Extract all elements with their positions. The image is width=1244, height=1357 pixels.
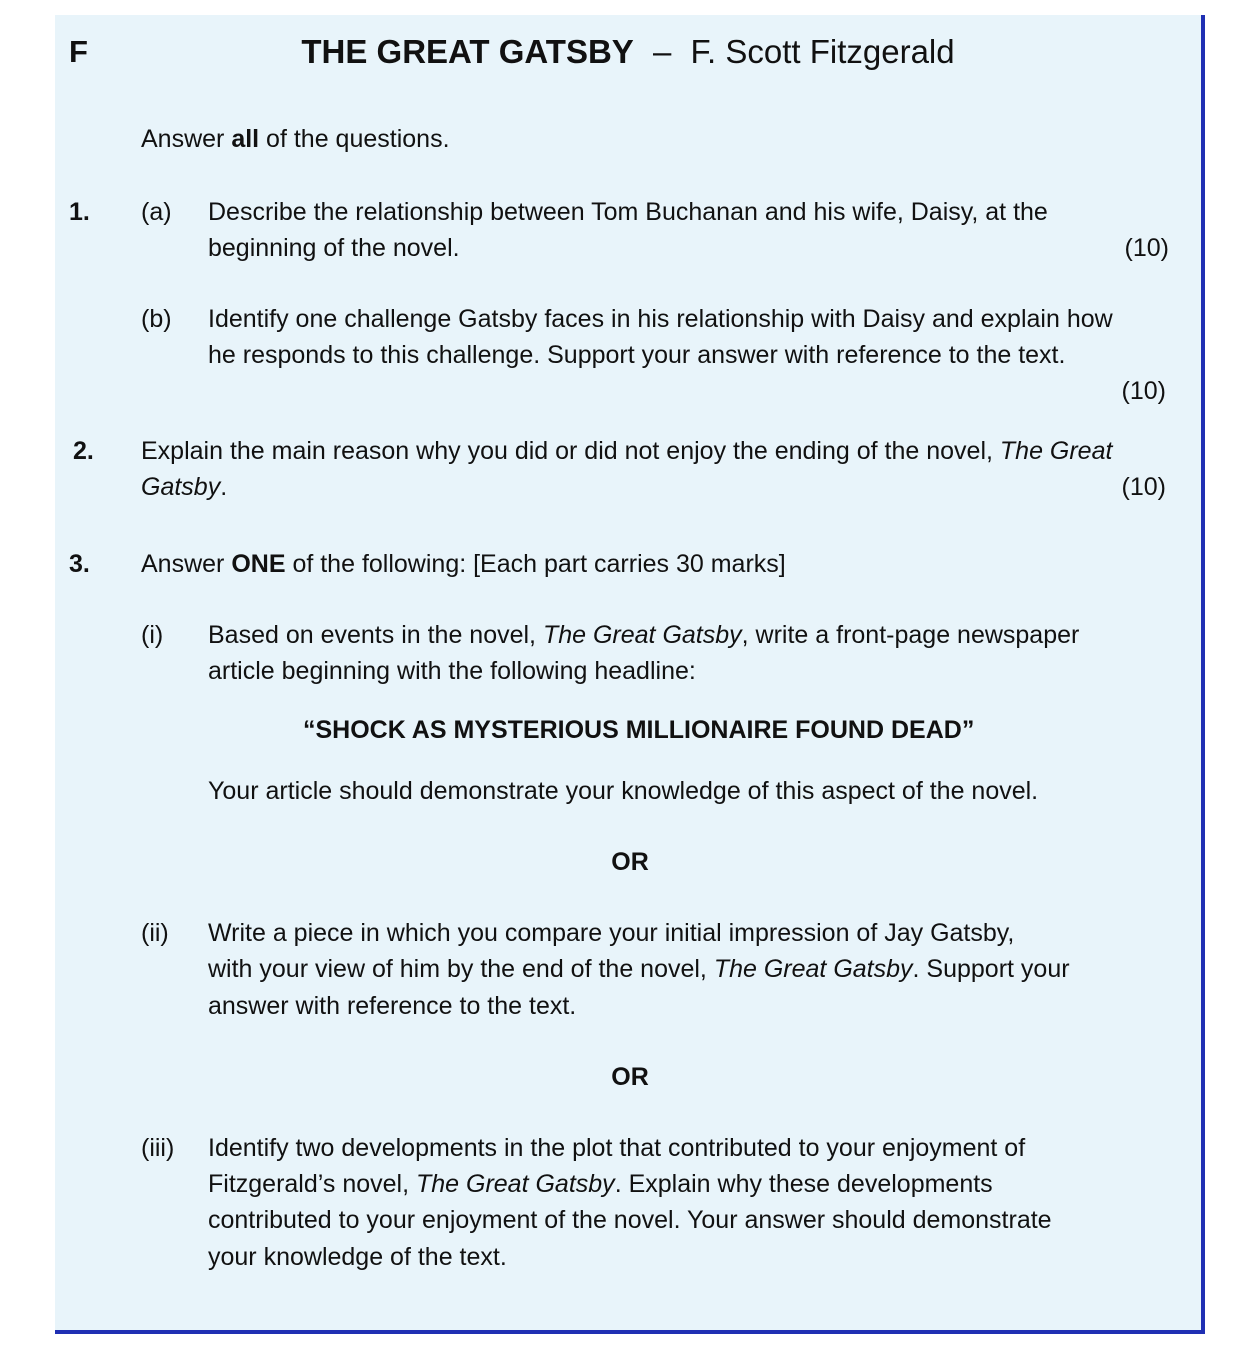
question-1a-marks: (10) [1124,234,1169,262]
question-2-line1-text: Explain the main reason why you did or did not enjoy the ending of the novel, [141,437,1000,465]
question-3ii-line2-pre: with your view of him by the end of the novel, [208,955,714,983]
question-3ii-line3: answer with reference to the text. [208,992,577,1020]
question-3i-line1-pre: Based on events in the novel, [208,621,543,649]
question-3-intro-bold: ONE [231,550,286,578]
question-1a-line1: Describe the relationship between Tom Buchanan and his wife, Daisy, at the [208,198,1048,226]
instruction-post: of the questions. [259,125,450,153]
question-1-number: 1. [69,198,90,226]
question-3i-line3: Your article should demonstrate your knowledge of this aspect of the novel. [208,777,1039,805]
instruction-pre: Answer [141,125,232,153]
question-3iii-line2-pre: Fitzgerald’s novel, [208,1170,416,1198]
question-3i-line1-title: The Great Gatsby [542,621,742,649]
question-3iii-label: (iii) [141,1134,175,1162]
question-3ii-label: (ii) [141,919,169,947]
question-3ii-line2-title: The Great Gatsby [713,955,913,983]
question-2-line1 [141,433,1112,469]
exam-section-panel [55,15,1205,1334]
question-1b-label: (b) [141,305,172,333]
question-3iii-line3: contributed to your enjoyment of the novel. Your answer should demonstrate [208,1206,1052,1234]
question-3-number: 3. [69,550,90,578]
question-3iii-line1: Identify two developments in the plot that contributed to your enjoyment of [208,1134,1026,1162]
title-text: THE GREAT GATSBY [301,33,634,70]
question-1b-line1: Identify one challenge Gatsby faces in his relationship with Daisy and explain how [208,305,1113,333]
question-2-line2 [141,469,227,505]
question-2-line1-title: The Great [999,437,1113,465]
question-1a-label: (a) [141,198,172,226]
page-title [55,32,1201,72]
or-divider-1: OR [611,848,649,876]
question-3iii-line2 [208,1166,993,1202]
question-1b-marks: (10) [1121,377,1166,405]
question-2-line2-text: . [220,473,228,501]
question-3i-line1-post: , write a front-page newspaper [741,621,1080,649]
question-3-intro-post: of the following: [Each part carries 30 marks] [285,550,786,578]
question-3iii-line4: your knowledge of the text. [208,1243,507,1271]
instruction [141,121,450,157]
question-3i-line2: article beginning with the following headline: [208,657,696,685]
question-3i-line1 [208,617,1079,653]
question-3-intro-pre: Answer [141,550,232,578]
question-2-line2-title: Gatsby [141,473,221,501]
section-letter: F [69,34,88,69]
question-3ii-line2-post: . Support your [912,955,1070,983]
question-3i-label: (i) [141,621,164,649]
question-2-number: 2. [73,437,94,465]
question-3iii-line2-title: The Great Gatsby [415,1170,615,1198]
question-3iii-line2-post: . Explain why these developments [614,1170,993,1198]
question-1a-line2: beginning of the novel. [208,234,460,262]
or-divider-2: OR [611,1063,649,1091]
author-text: F. Scott Fitzgerald [690,33,955,70]
question-3i-headline: “SHOCK AS MYSTERIOUS MILLIONAIRE FOUND DEAD” [303,716,975,744]
instruction-bold: all [231,125,260,153]
question-1b-line2: he responds to this challenge. Support your answer with reference to the text. [208,341,1066,369]
title-dash: – [652,33,672,70]
question-3ii-line2 [208,951,1070,987]
question-2-marks: (10) [1121,473,1166,501]
question-3-intro [141,546,786,582]
question-3ii-line1: Write a piece in which you compare your initial impression of Jay Gatsby, [208,919,1015,947]
